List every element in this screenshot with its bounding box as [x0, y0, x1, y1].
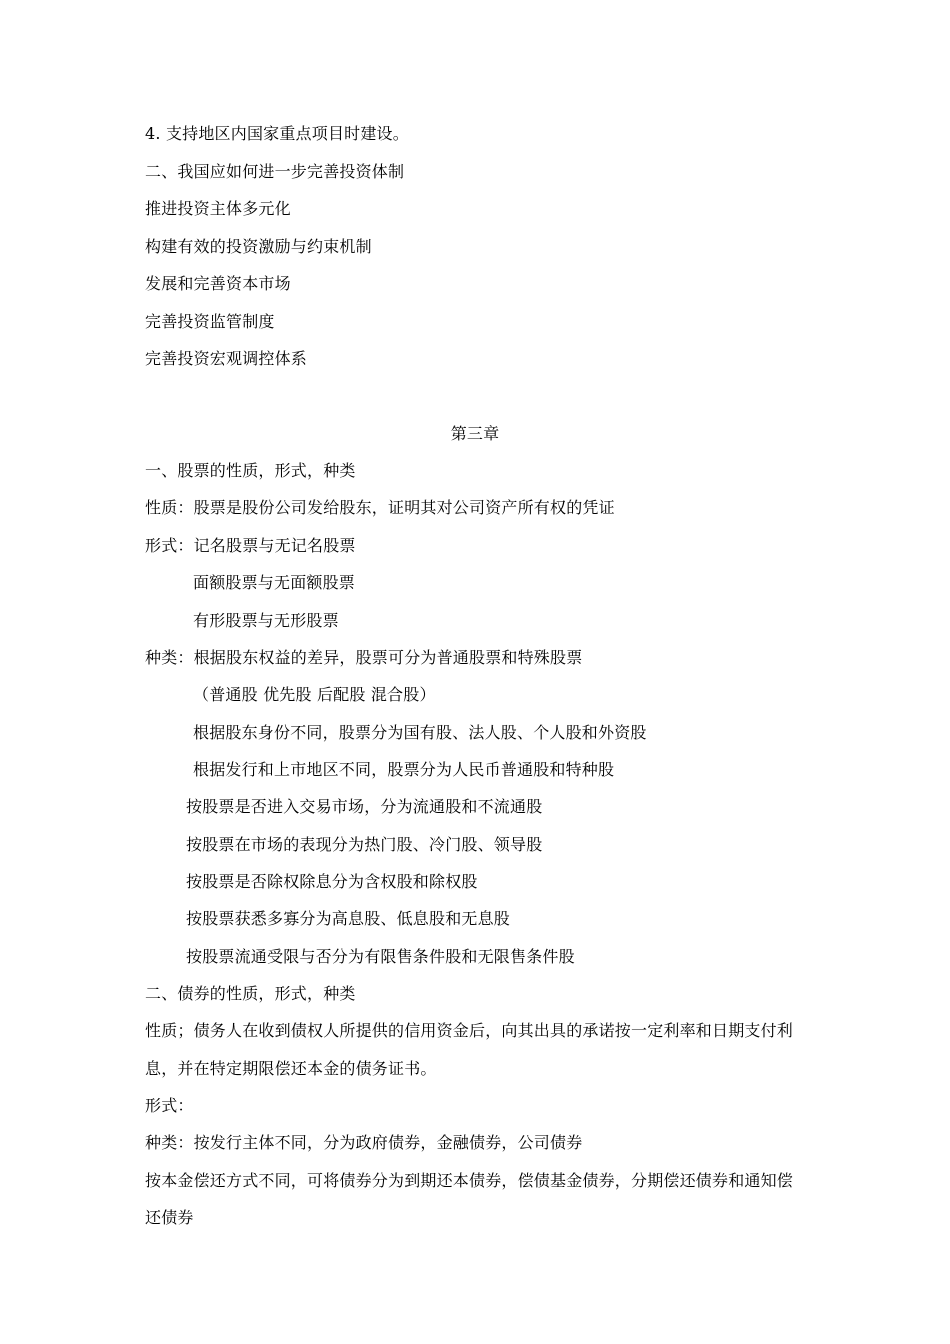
list-item: 发展和完善资本市场 [145, 274, 291, 293]
bond-types: 种类：按发行主体不同，分为政府债券，金融债券，公司债券 [145, 1133, 583, 1152]
section-heading-invest-system: 二、我国应如何进一步完善投资体制 [145, 162, 405, 181]
bond-forms: 形式： [145, 1096, 194, 1115]
stock-types-intro: 种类：根据股东权益的差异，股票可分为普通股票和特殊股票 [145, 648, 583, 667]
bond-nature-line: 性质；债务人在收到债权人所提供的信用资金后，向其出具的承诺按一定利率和日期支付利 [145, 1021, 794, 1040]
list-item-4: 4. 支持地区内国家重点项目时建设。 [145, 124, 409, 143]
bond-repay-line: 按本金偿还方式不同，可将债券分为到期还本债券，偿债基金债券，分期偿还债券和通知偿 [145, 1171, 794, 1190]
stock-type-sub: 根据股东身份不同，股票分为国有股、法人股、个人股和外资股 [193, 723, 647, 742]
bond-repay-line: 还债券 [145, 1208, 194, 1227]
stock-type-more: 按股票流通受限与否分为有限售条件股和无限售条件股 [186, 947, 575, 966]
list-item: 推进投资主体多元化 [145, 199, 291, 218]
section-heading-bond: 二、债券的性质，形式，种类 [145, 984, 356, 1003]
stock-nature: 性质：股票是股份公司发给股东，证明其对公司资产所有权的凭证 [145, 498, 615, 517]
stock-type-more: 按股票获悉多寡分为高息股、低息股和无息股 [186, 909, 511, 928]
stock-type-more: 按股票在市场的表现分为热门股、冷门股、领导股 [186, 835, 543, 854]
list-item: 完善投资宏观调控体系 [145, 349, 308, 368]
stock-form: 形式：记名股票与无记名股票 [145, 536, 356, 555]
chapter-title: 第三章 [450, 424, 500, 443]
bond-nature-line: 息，并在特定期限偿还本金的债务证书。 [145, 1059, 437, 1078]
stock-type-sub: （普通股 优先股 后配股 混合股） [193, 685, 436, 704]
stock-type-more: 按股票是否进入交易市场，分为流通股和不流通股 [186, 797, 543, 816]
section-heading-stock: 一、股票的性质，形式，种类 [145, 461, 356, 480]
stock-form: 有形股票与无形股票 [193, 611, 339, 630]
list-item: 完善投资监管制度 [145, 312, 275, 331]
list-item: 构建有效的投资激励与约束机制 [145, 237, 372, 256]
stock-type-more: 按股票是否除权除息分为含权股和除权股 [186, 872, 478, 891]
stock-form: 面额股票与无面额股票 [193, 573, 356, 592]
stock-type-sub: 根据发行和上市地区不同，股票分为人民币普通股和特种股 [193, 760, 615, 779]
